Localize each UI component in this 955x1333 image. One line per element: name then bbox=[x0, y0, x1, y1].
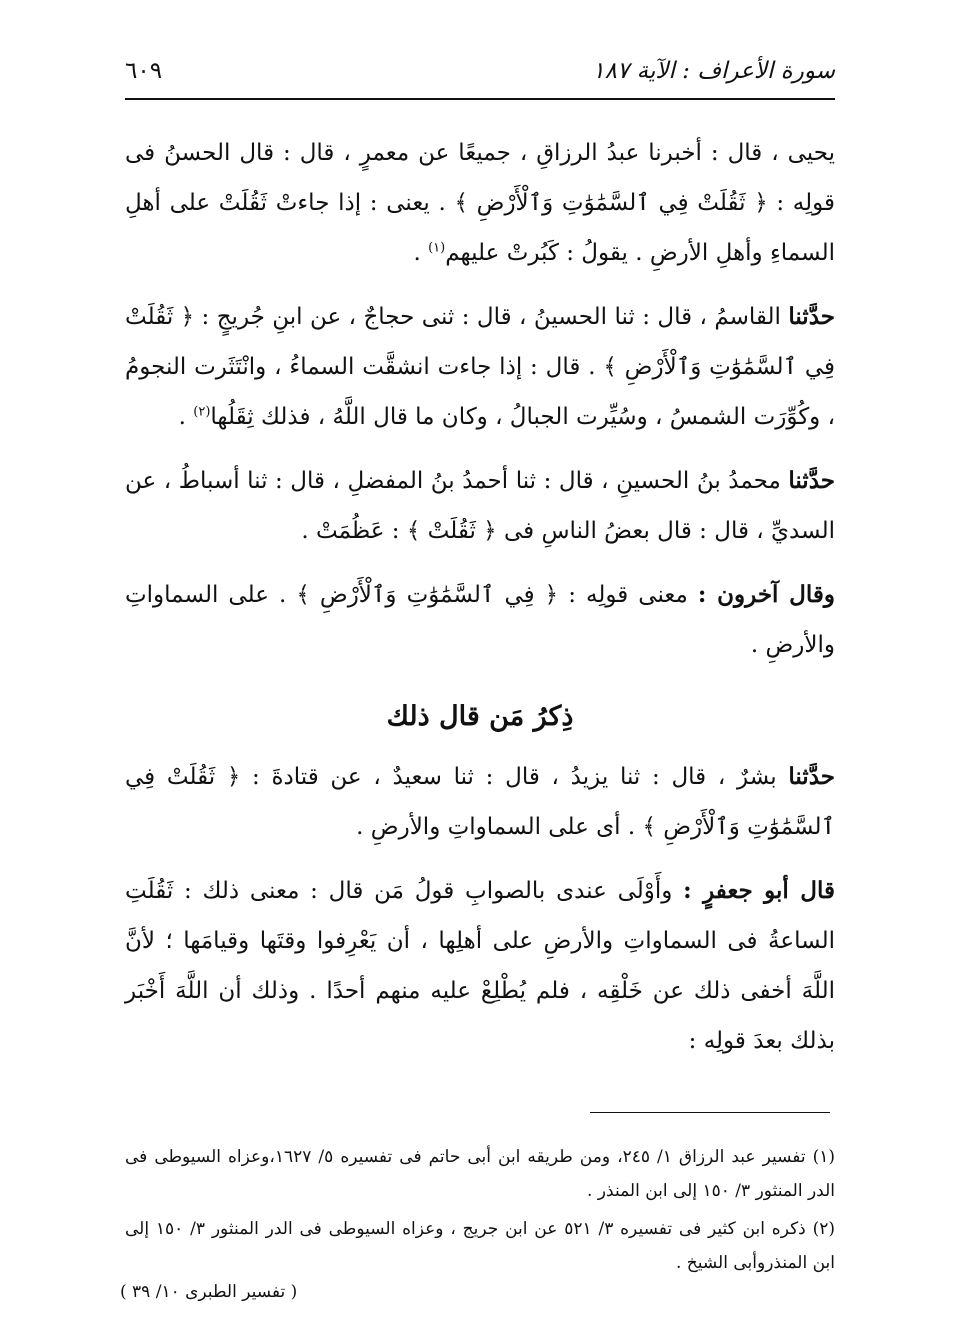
surah-title: سورة الأعراف : الآية ١٨٧ bbox=[592, 58, 835, 84]
paragraph-lead: وقال آخرون : bbox=[697, 581, 836, 608]
paragraph-lead: حدَّثنا bbox=[788, 467, 835, 494]
paragraph-text: بشرٌ ، قال : ثنا يزيدُ ، قال : ثنا سعيدٌ ، عن قتادةَ : ﴿ ثَقُلَتْ فِي ٱلسَّمَٰوَٰتِ وَٱلْأَرْضِ ﴾ . أى على السماواتِ والأرضِ . bbox=[125, 764, 835, 840]
paragraph-end: . bbox=[178, 404, 194, 430]
footnote-2: (٢) ذكره ابن كثير فى تفسيره ٣/ ٥٢١ عن ابن جريج ، وعزاه السيوطى فى الدر المنثور ٣/ ١٥٠ إلى ابن المنذروأبى الشيخ . bbox=[125, 1219, 835, 1273]
paragraph-text: وأَوْلَى عندى بالصوابِ قولُ مَن قال : معنى ذلك : ثَقُلَتِ الساعةُ فى السماواتِ والأرضِ على أهلِها ، أن يَعْرِفوا وقتَها وقيامَها ؛ لأنَّ اللَّهَ أخفى ذلك عن خَلْقِه ، فلم يُطْلِعْ عليه منهم أحدًا . وذلك أن اللَّهَ أَخْبَر بذلك بعدَ قولِه : bbox=[125, 878, 835, 1054]
paragraph-3 bbox=[125, 456, 835, 556]
paragraph-text: محمدُ بنُ الحسينِ ، قال : ثنا أحمدُ بنُ المفضلِ ، قال : ثنا أسباطُ ، عن السديِّ ، قال : قال بعضُ الناسِ فى ﴿ ثَقُلَتْ ﴾ : عَظُمَتْ . bbox=[125, 468, 835, 544]
print-signature: ( تفسير الطبرى ١٠/ ٣٩ ) bbox=[120, 1282, 298, 1302]
section-heading: ذِكرُ مَن قال ذلك bbox=[386, 701, 574, 732]
paragraph-1 bbox=[125, 128, 835, 278]
paragraph-lead: حدَّثنا bbox=[788, 763, 835, 790]
footnotes bbox=[125, 1140, 835, 1284]
footnote-marker-1: (١) bbox=[428, 240, 446, 256]
paragraph-4 bbox=[125, 570, 835, 670]
footnote-rule bbox=[590, 1112, 830, 1113]
paragraph-2 bbox=[125, 292, 835, 442]
paragraph-5 bbox=[125, 752, 835, 852]
footnote-1: (١) تفسير عبد الرزاق ١/ ٢٤٥، ومن طريقه ابن أبى حاتم فى تفسيره ٥/ ١٦٢٧،وعزاه السيوطى فى الدر المنثور ٣/ ١٥٠ إلى ابن المنذر . bbox=[125, 1147, 836, 1201]
header-rule bbox=[125, 98, 835, 100]
page-header bbox=[125, 52, 835, 96]
page-number: ٦٠٩ bbox=[125, 58, 163, 84]
paragraph-end: . bbox=[413, 240, 429, 266]
paragraph-text: معنى قولِه : ﴿ فِي ٱلسَّمَٰوَٰتِ وَٱلْأَرْضِ ﴾ . على السماواتِ والأرضِ . bbox=[125, 582, 835, 658]
footnote-marker-2: (٢) bbox=[193, 404, 211, 420]
main-text bbox=[125, 128, 835, 1080]
paragraph-text: القاسمُ ، قال : ثنا الحسينُ ، قال : ثنى حجاجٌ ، عن ابنِ جُريجٍ : ﴿ ثَقُلَتْ فِي ٱلسَّمَٰوَٰتِ وَٱلْأَرْضِ ﴾ . قال : إذا جاءت انشقَّت السماءُ ، وانْتَثَرت النجومُ ، وكُوِّرَت الشمسُ ، وسُيِّرت الجبالُ ، وكان ما قال اللَّهُ ، فذلك ثِقَلُها bbox=[125, 304, 835, 430]
paragraph-lead: حدَّثنا bbox=[788, 303, 835, 330]
paragraph-lead: قال أبو جعفرٍ : bbox=[683, 877, 835, 904]
paragraph-text: يحيى ، قال : أخبرنا عبدُ الرزاقِ ، جميعًا عن معمرٍ ، قال : قال الحسنُ فى قولِه : ﴿ ثَقُلَتْ فِي ٱلسَّمَٰوَٰتِ وَٱلْأَرْضِ ﴾ . يعنى : إذا جاءتْ ثَقُلَتْ على أهلِ السماءِ وأهلِ الأرضِ . يقولُ : كَبُرتْ عليهم bbox=[125, 140, 835, 266]
paragraph-6 bbox=[125, 866, 835, 1066]
